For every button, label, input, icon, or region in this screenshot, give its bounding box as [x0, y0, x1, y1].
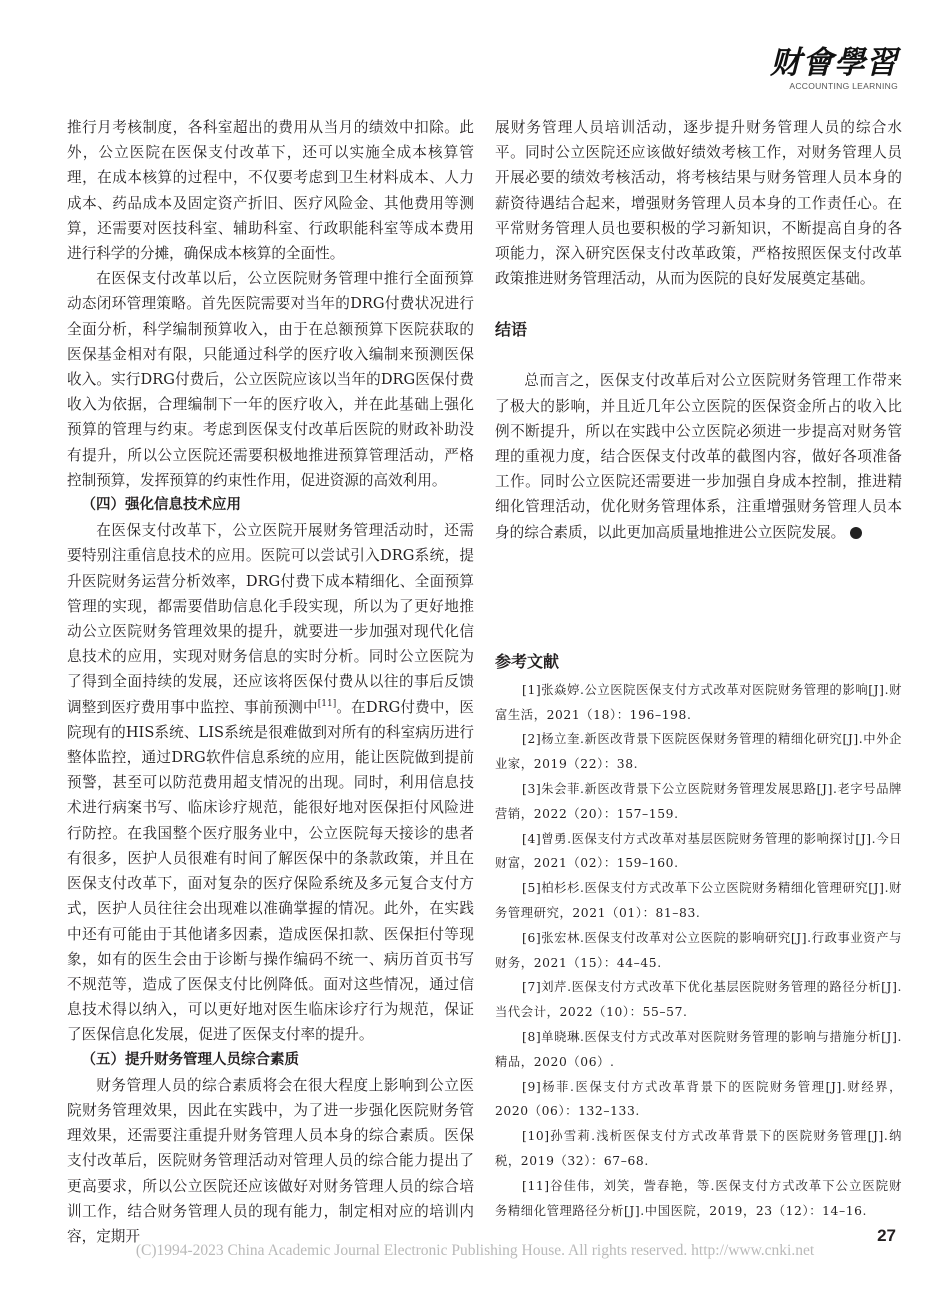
reference-item: [2]杨立奎.新医改背景下医院医保财务管理的精细化研究[J].中外企业家，2019（22）：38. [495, 732, 902, 772]
section-heading: （四）强化信息技术应用 [81, 497, 241, 514]
reference-item: [11]谷佳伟，刘笑，訾春艳，等.医保支付方式改革下公立医院财务精细化管理路径分析[J].中国医院，2019，23（12）：14–16. [495, 1178, 902, 1218]
page-number: 27 [877, 1226, 896, 1245]
references-heading: 参考文献 [495, 653, 560, 671]
reference-item: [3]朱会菲.新医改背景下公立医院财务管理发展思路[J].老字号品牌营销，2022（20）：157–159. [495, 782, 902, 821]
reference-item: [10]孙雪莉.浅析医保支付方式改革背景下的医院财务管理[J].纳税，2019（32）：67–68. [495, 1129, 902, 1168]
copyright-footer: (C)1994-2023 China Academic Journal Electronic Publishing House. All rights reserved. http://www.cnki.net [135, 1242, 815, 1259]
left-column [67, 115, 474, 1249]
paragraph: 推行月考核制度，各科室超出的费用从当月的绩效中扣除。此外，公立医院在医保支付改革下，还可以实施全成本核算管理，在成本核算的过程中，不仅要考虑到卫生材料成本、人力成本、药品成本及固定资产折旧、医疗风险金、其他费用等测算，还需要对医技科室、辅助科室、行政职能科室等成本费用进行科学的分摊，确保成本核算的全面性。 [67, 119, 474, 263]
journal-logo-english: ACCOUNTING LEARNING [789, 81, 898, 91]
journal-logo: 财會學習 [770, 45, 898, 81]
right-column [495, 115, 902, 1223]
section-heading: （五）提升财务管理人员综合素质 [81, 1051, 299, 1068]
end-mark-icon: H [850, 527, 862, 539]
reference-item: [1]张焱婷.公立医院医保支付方式改革对医院财务管理的影响[J].财富生活，2021（18）：196–198. [495, 682, 902, 722]
journal-masthead [770, 46, 898, 91]
paragraph-text: 总而言之，医保支付改革后对公立医院财务管理工作带来了极大的影响，并且近几年公立医院的医保资金所占的收入比例不断提升，所以在实践中公立医院必须进一步提高对财务管理的重视力度，结合医保支付改革的截图内容，做好各项准备工作。同时公立医院还需要进一步加强自身成本控制，推进精细化管理活动，优化财务管理体系，注重增强财务管理人员本身的综合素质，以此更加高质量地推进公立医院发展。 [495, 372, 902, 541]
paragraph: 展财务管理人员培训活动，逐步提升财务管理人员的综合水平。同时公立医院还应该做好绩效考核工作，对财务管理人员开展必要的绩效考核活动，将考核结果与财务管理人员本身的薪资待遇结合起来，增强财务管理人员本身的工作责任心。在平常财务管理人员也要积极的学习新知识，不断提高自身的各项能力，深入研究医保支付改革政策，严格按照医保支付改革政策推进财务管理活动，从而为医院的良好发展奠定基础。 [495, 119, 902, 288]
paragraph [495, 368, 902, 544]
paragraph [67, 518, 474, 1047]
reference-item: [7]刘芹.医保支付方式改革下优化基层医院财务管理的路径分析[J].当代会计，2022（10）：55–57. [495, 980, 902, 1020]
paragraph-text: 在医保支付改革下，公立医院开展财务管理活动时，还需要特别注重信息技术的应用。医院可以尝试引入DRG系统，提升医院财务运营分析效率，DRG付费下成本精细化、全面预算管理的实现，都需要借助信息化手段实现，所以为了更好地推动公立医院财务管理效果的提升，就要进一步加强对现代化信息技术的应用，实现对财务信息的实时分析。同时公立医院为了得到全面持续的发展，还应该将医保付费从以往的事后反馈调整到医疗费用事中监控、事前预测中 [67, 522, 474, 716]
paragraph: 财务管理人员的综合素质将会在很大程度上影响到公立医院财务管理效果，因此在实践中，为了进一步强化医院财务管理效果，还需要注重提升财务管理人员本身的综合素质。医保支付改革后，医院财务管理活动对管理人员的综合能力提出了更高要求，所以公立医院还应该做好对财务管理人员的综合培训工作，结合财务管理人员的现有能力，制定相对应的培训内容，定期开 [67, 1076, 474, 1245]
reference-item: [6]张宏林.医保支付改革对公立医院的影响研究[J].行政事业资产与财务，2021（15）：44–45. [495, 930, 902, 970]
reference-item: [8]单晓琳.医保支付方式改革对医院财务管理的影响与措施分析[J].精品，2020（06）. [495, 1030, 902, 1069]
citation-superscript: [11] [317, 698, 337, 709]
paragraph-text: 。在DRG付费中，医院现有的HIS系统、LIS系统是很难做到对所有的科室病历进行整体监控，通过DRG软件信息系统的应用，能让医院做到提前预警，甚至可以防范费用超支情况的出现。同时，利用信息技术进行病案书写、临床诊疗规范，能很好地对医保拒付风险进行防控。在我国整个医疗服务业中，公立医院每天接诊的患者有很多，医护人员很难有时间了解医保中的条款政策，并且在医保支付改革下，面对复杂的医疗保险系统及多元复合支付方式，医护人员往往会出现难以准确掌握的情况。此外，在实践中还有可能由于其他诸多因素，造成医保扣款、医保拒付等现象，如有的医生会由于诊断与操作编码不统一、病历首页书写不规范等，造成了医保支付比例降低。面对这些情况，通过信息技术得以纳入，可以更好地对医生临床诊疗行为规范，保证了医保信息化发展，促进了医保支付率的提升。 [67, 698, 474, 1044]
conclusion-heading: 结语 [495, 322, 528, 340]
reference-item: [4]曾勇.医保支付方式改革对基层医院财务管理的影响探讨[J].今日财富，2021（02）：159–160. [495, 831, 902, 871]
paragraph: 在医保支付改革以后，公立医院财务管理中推行全面预算动态闭环管理策略。首先医院需要对当年的DRG付费状况进行全面分析，科学编制预算收入，由于在总额预算下医院获取的医保基金相对有限，只能通过科学的医疗收入编制来预测医保收入。实行DRG付费后，公立医院应该以当年的DRG医保付费收入为依据，合理编制下一年的医疗收入，并在此基础上强化预算的管理与约束。考虑到医保支付改革后医院的财政补助没有提升，所以公立医院还需要积极地推进预算管理活动，严格控制预算，发挥预算的约束性作用，促进资源的高效利用。 [67, 270, 474, 489]
references-list [495, 678, 902, 1224]
reference-item: [9]杨菲.医保支付方式改革背景下的医院财务管理[J].财经界，2020（06）：132–133. [495, 1079, 902, 1119]
reference-item: [5]柏杉杉.医保支付方式改革下公立医院财务精细化管理研究[J].财务管理研究，2021（01）：81–83. [495, 881, 902, 921]
